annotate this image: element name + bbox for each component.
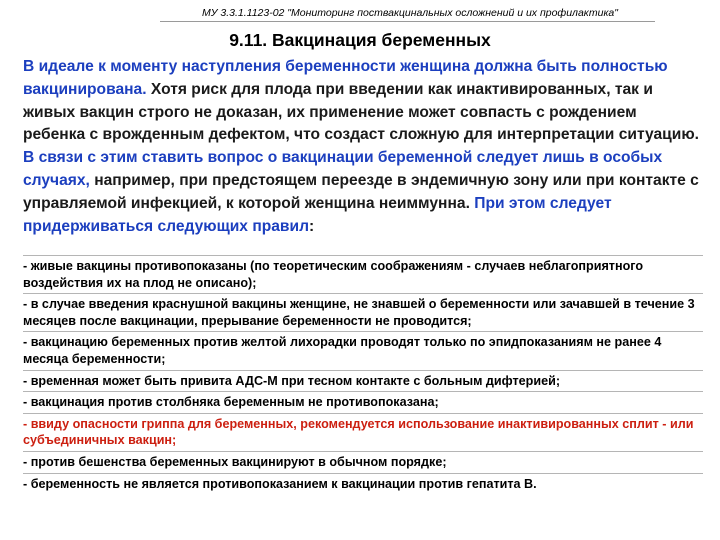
section-title: 9.11. Вакцинация беременных xyxy=(229,30,491,50)
rule-item: - живые вакцины противопоказаны (по теоретическим соображениям - случаев неблагоприятного воздействия их на плод не описано); xyxy=(23,255,703,293)
rule-item: - беременность не является противопоказанием к вакцинации против гепатита В. xyxy=(23,473,703,495)
lead-paragraph xyxy=(23,56,703,238)
lead-text-4: например, при предстоящем переезде в эндемичную зону или при контакте с управляемой инфекцией, к которой женщина неиммунна. xyxy=(23,171,699,212)
lead-text-5: При этом следует придерживаться следующих правил xyxy=(23,194,612,235)
rule-item-highlighted: - ввиду опасности гриппа для беременных, рекомендуется использование инактивированных сплит - или субъединичных вакцин; xyxy=(23,413,703,451)
rule-item: - вакцинацию беременных против желтой лихорадки проводят только по эпидпоказаниям не ранее 4 месяца беременности; xyxy=(23,331,703,369)
document-source-header: МУ 3.3.1.1123-02 "Мониторинг поствакцинальных осложнений и их профилактика" xyxy=(201,7,618,19)
rule-item: - против бешенства беременных вакцинируют в обычном порядке; xyxy=(23,451,703,473)
rule-item: - в случае введения краснушной вакцины женщине, не знавшей о беременности или зачавшей в течение 3 месяцев после вакцинации, прерывание беременности не проводится; xyxy=(23,293,703,331)
header-divider xyxy=(160,21,655,22)
lead-text-6: : xyxy=(309,217,315,235)
rule-item: - вакцинация против столбняка беременным не противопоказана; xyxy=(23,391,703,413)
lead-text-1: В идеале к моменту наступления беременности женщина должна быть полностью вакцинирована. xyxy=(23,58,668,98)
rules-list xyxy=(23,255,703,494)
lead-text-3: В связи с этим ставить вопрос о вакцинации беременной следует лишь в особых случаях, xyxy=(23,149,663,189)
rule-item: - временная может быть привита АДС-М при тесном контакте с больным дифтерией; xyxy=(23,370,703,392)
lead-text-2: Хотя риск для плода при введении как инактивированных, так и живых вакцин строго не доказан, их применение может совпасть с рождением ребенка с врожденным дефектом, что создаст сложную для интерпретации ситуацию. xyxy=(23,80,699,144)
